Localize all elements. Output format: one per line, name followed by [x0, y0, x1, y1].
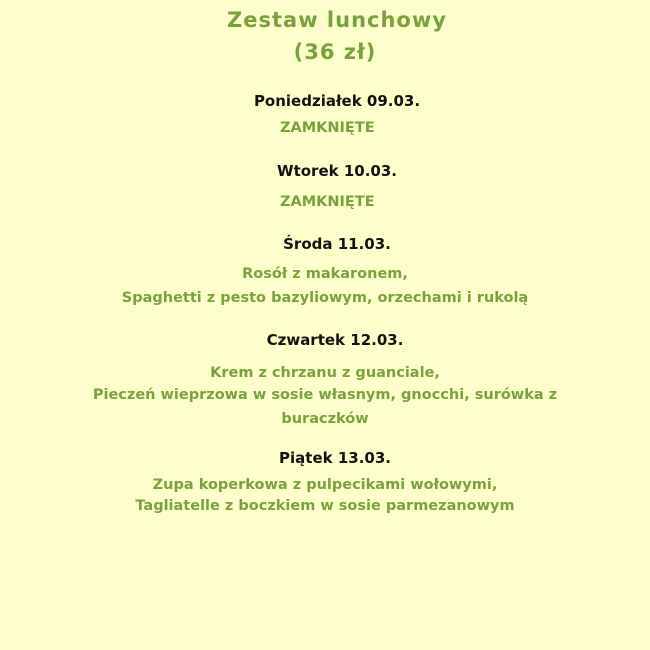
day-thursday-heading: Czwartek 12.03.	[266, 331, 404, 349]
menu-price: (36 zł)	[293, 40, 377, 64]
menu-title: Zestaw lunchowy	[227, 8, 447, 32]
day-wednesday-heading: Środa 11.03.	[283, 235, 391, 253]
day-tuesday-closed: ZAMKNIĘTE	[280, 194, 375, 210]
day-thursday-dish-1: Krem z chrzanu z guanciale,	[210, 365, 440, 381]
day-friday-heading: Piątek 13.03.	[279, 449, 391, 467]
day-wednesday-dish-2: Spaghetti z pesto bazyliowym, orzechami i rukolą	[121, 290, 529, 306]
day-monday-heading: Poniedziałek 09.03.	[253, 92, 421, 110]
day-friday-dish-2: Tagliatelle z boczkiem w sosie parmezanowym	[135, 498, 515, 514]
day-thursday-dish-3: buraczków	[281, 411, 369, 427]
day-wednesday-dish-1: Rosół z makaronem,	[242, 266, 408, 282]
day-thursday-dish-2: Pieczeń wieprzowa w sosie własnym, gnocchi, surówka z	[92, 387, 558, 403]
day-friday-dish-1: Zupa koperkowa z pulpecikami wołowymi,	[152, 477, 498, 493]
day-monday-closed: ZAMKNIĘTE	[280, 120, 375, 136]
day-tuesday-heading: Wtorek 10.03.	[277, 162, 397, 180]
